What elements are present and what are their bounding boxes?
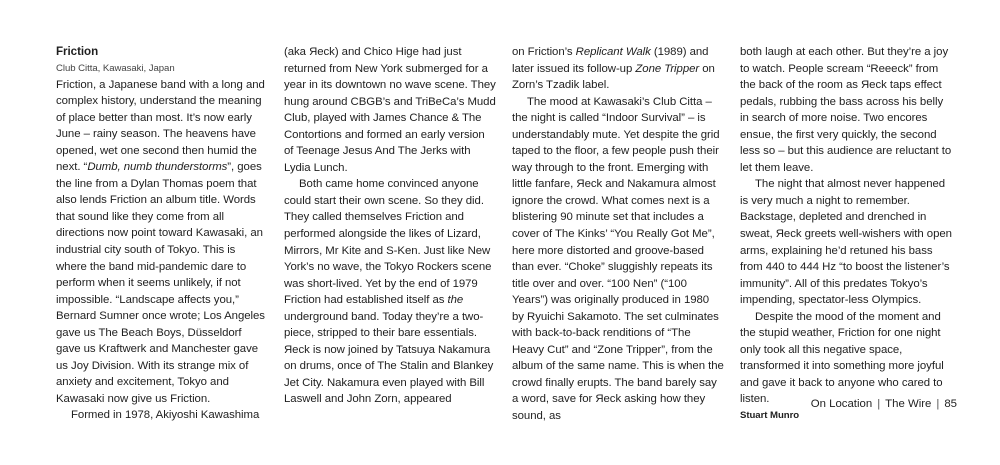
article-title: Friction <box>56 45 99 58</box>
album-title-italic: Replicant Walk <box>575 46 651 58</box>
text-run: on Zorn’s Tzadik label. <box>512 62 715 92</box>
text-run: ”, goes the line from a Dylan Thomas poem that also lends Friction an album title. Words that sound like they come from all directions now point toward Kawasaki, an industrial city south of Tokyo. This is where the band mid-pandemic dare to perform when it seems unlikely, if not impossible. “Landscape affects you,” Bernard Sumner once wrote; Los Angeles gave us The Beach Boys, Düsseldorf gave us Kraftwerk and Manchester gave us Joy Division. With its strange mix of anxiety and excitement, Tokyo and Kawasaki now give us Friction. <box>56 161 265 405</box>
paragraph-8: The night that almost never happened is very much a night to remember. Backstage, depleted and drenched in sweat, Яeck greets well-wishers with open arms, explaining he’d retuned his bass from 440 to 444 Hz “to boost the listener’s immunity”. All of this predates Tokyo’s impending, spectator-less Olympics. <box>740 178 952 307</box>
paragraph-5 <box>512 44 724 94</box>
article-venue: Club Citta, Kawasaki, Japan <box>56 62 175 74</box>
page-footer <box>811 398 957 410</box>
author-byline: Stuart Munro <box>740 410 800 422</box>
article-column-4 <box>740 44 952 424</box>
paragraph-9: Despite the mood of the moment and the stupid weather, Friction for one night only took all this negative space, transformed it into something more joyful and gave it back to anyone who cared to listen. <box>740 310 944 406</box>
footer-magazine: The Wire <box>885 398 932 410</box>
text-run: on Friction’s <box>512 46 576 58</box>
emphasis-italic: the <box>447 294 464 307</box>
article-column-2 <box>284 44 496 408</box>
paragraph-3: (aka Яeck) and Chico Hige had just returned from New York submerged for a year in its downtown no wave scene. They hung around CBGB’s and TriBeCa’s Mudd Club, played with James Chance & The Contortions and formed an early version of Teenage Jesus And The Jerks with Lydia Lunch. <box>284 46 496 174</box>
text-run: (1989) and later issued its follow-up <box>512 46 709 75</box>
footer-section: On Location <box>810 398 873 410</box>
footer-separator: | <box>877 398 881 410</box>
album-title-italic: Zone Tripper <box>635 62 700 75</box>
article-column-3 <box>512 44 724 425</box>
paragraph-6: The mood at Kawasaki’s Club Citta – the night is called “Indoor Survival” – is understandably mute. Yet despite the grid taped to the floor, a few people push their way through to the front. Emerging with little fanfare, Яeck and Nakamura almost ignore the crowd. What comes next is a blistering 90 minute set that includes a cover of The Kinks’ “You Really Got Me”, here more distorted and groove-based than ever. “Choke” sluggishly repeats its title over and over. “100 Nen” (“100 Years”) was originally produced in 1980 by Ryuichi Sakamoto. The set culminates with back-to-back renditions of “The Heavy Cut” and “Zone Tripper”, from the album of the same name. This is when the crowd finally erupts. The band barely say a word, save for Яeck asking how they sound, as <box>512 95 724 423</box>
paragraph-1 <box>56 77 268 408</box>
paragraph-7: both laugh at each other. But they’re a joy to watch. People scream “Reeeck” from the back of the room as Яeck taps effect pedals, rubbing the bass across his belly in search of more noise. Two encores ensue, the first very quickly, the second less so – but this audience are reluctant to let them leave. <box>740 46 952 174</box>
text-run: Both came home convinced anyone could start their own scene. So they did. They called themselves Friction and performed alongside the likes of Lizard, Mirrors, Mr Kite and S-Ken. Just like New York’s no wave, the Tokyo Rockers scene was short-lived. Yet by the end of 1979 Friction had established itself as <box>284 178 492 307</box>
text-run: Friction, a Japanese band with a long and complex history, understand the meaning of place better than most. It’s now early June – rainy season. The heavens have opened, wet one second then humid the next. “ <box>56 78 265 174</box>
page-number: 85 <box>944 398 957 410</box>
paragraph-4 <box>284 176 496 408</box>
article-column-1 <box>56 44 268 424</box>
quote-italic: Dumb, numb thunderstorms <box>87 161 228 174</box>
footer-separator: | <box>936 398 940 410</box>
text-run: underground band. Today they’re a two-piece, stripped to their bare essentials. Яeck is now joined by Tatsuya Nakamura on drums, once of The Stalin and Blankey Jet City. Nakamura even played with Bill Laswell and John Zorn, appeared <box>284 310 494 406</box>
paragraph-2: Formed in 1978, Akiyoshi Kawashima <box>71 409 260 422</box>
